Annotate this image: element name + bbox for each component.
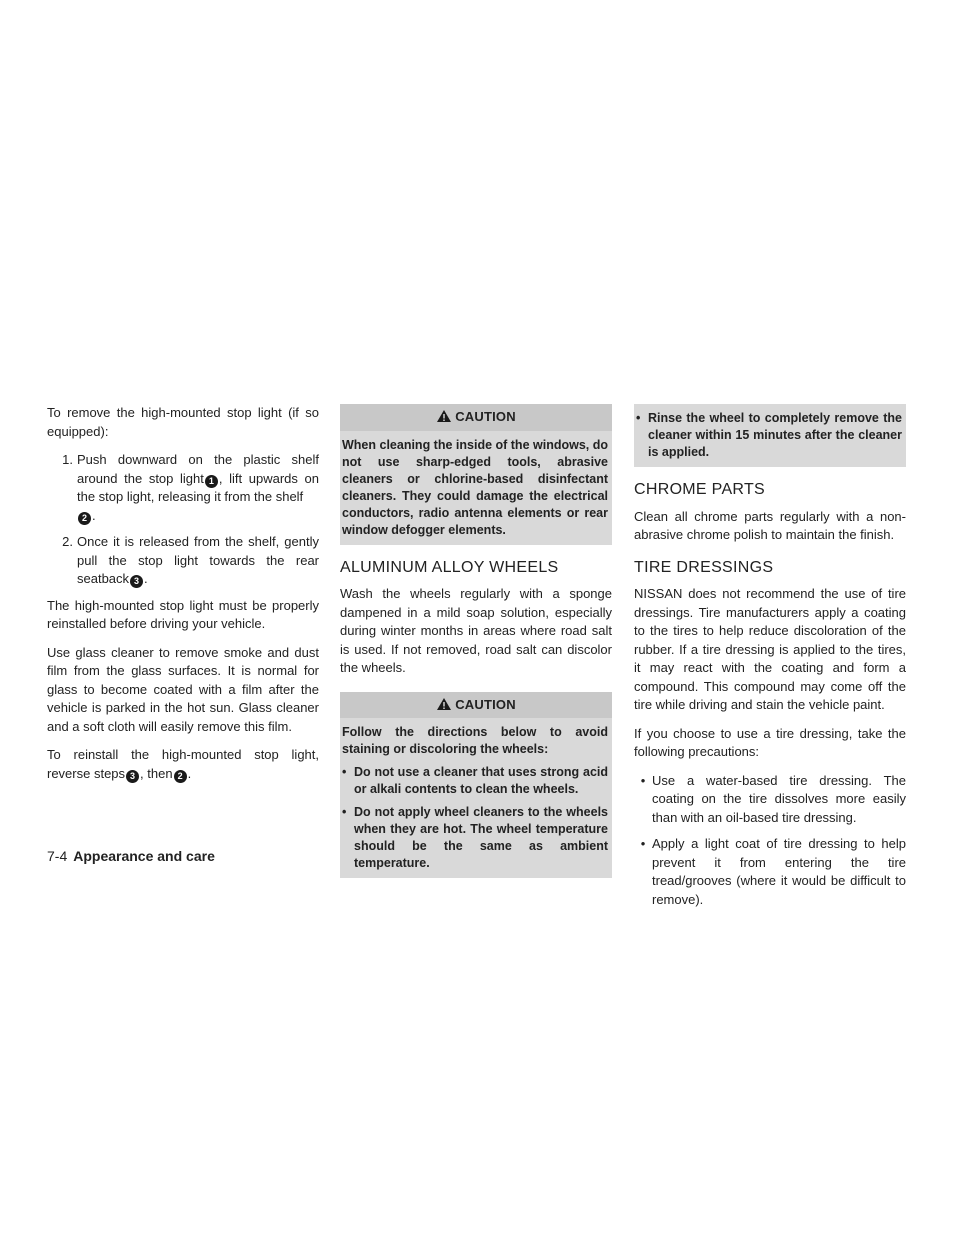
- reinstall-text-b: , then: [140, 765, 173, 781]
- middle-column: [340, 404, 612, 892]
- caution-bullet: [342, 804, 608, 872]
- step-text-a: Push downward on the plastic shelf around the stop light: [77, 452, 319, 486]
- step-2: [47, 533, 319, 589]
- warning-icon: [436, 697, 452, 711]
- glass-cleaner-text: Use glass cleaner to remove smoke and dust film from the glass surfaces. It is normal for glass to become coated with a film after the vehicle is parked in the hot sun. Glass cleaner and a soft cloth will easily remove this film.: [47, 644, 319, 734]
- caution-box-windows: [340, 404, 612, 545]
- list-item-text: Apply a light coat of tire dressing to help prevent it from entering the tire tread/grooves (where it would be difficult to remove).: [652, 836, 906, 907]
- caution-bullet-text: Rinse the wheel to completely remove the cleaner within 15 minutes after the cleaner is applied.: [648, 411, 902, 459]
- section-heading-tire-dressings: TIRE DRESSINGS: [634, 558, 774, 576]
- caution-text: When cleaning the inside of the windows, do not use sharp-edged tools, abrasive cleaners or chlorine-based disinfectant cleaners. They could damage the electrical conductors, radio antenna elements or rear window defogger elements.: [342, 437, 608, 537]
- bullet-icon: •: [640, 836, 646, 851]
- step-text-b: , lift upwards on the stop light, releasing it from the shelf: [77, 470, 320, 504]
- left-column: [47, 404, 319, 793]
- step-number: 2.: [62, 534, 73, 549]
- step-text-b: .: [144, 571, 148, 586]
- page-number: 7-4: [47, 848, 68, 864]
- reinstall-text-c: .: [187, 765, 192, 781]
- section-heading-chrome: CHROME PARTS: [634, 481, 766, 498]
- reinstall-steps-text: [47, 746, 319, 783]
- step-text-c: .: [92, 507, 96, 523]
- wheels-text: Wash the wheels regularly with a sponge dampened in a mild soap solution, especially during winter months in areas where road salt is used. If not removed, road salt can discolor the wheels.: [340, 586, 612, 675]
- section-heading-wheels: ALUMINUM ALLOY WHEELS: [340, 558, 559, 576]
- caution-box-wheels: [340, 692, 612, 879]
- section-title: Appearance and care: [73, 848, 215, 864]
- caution-title: CAUTION: [455, 409, 516, 424]
- warning-icon: [436, 409, 452, 423]
- caution-intro: Follow the directions below to avoid staining or discoloring the wheels:: [342, 725, 608, 756]
- caution-bullet: [342, 764, 608, 798]
- callout-3-icon: 3: [126, 770, 139, 783]
- list-item: [634, 772, 906, 828]
- caution-body: [340, 431, 612, 545]
- step-1: [47, 451, 319, 525]
- step-text: [77, 533, 319, 589]
- step-number: 1.: [62, 452, 73, 467]
- caution-bullet: [636, 410, 902, 461]
- callout-2-icon: 2: [78, 512, 91, 525]
- list-item: [634, 835, 906, 909]
- tire-dressing-text: NISSAN does not recommend the use of tire dressings. Tire manufacturers apply a coating to the tires to help reduce discoloration of the rubber. If a tire dressing is applied to the tires, it may react with the coating and form a compound. This compound may come off the tire while driving and stain the vehicle paint.: [634, 586, 906, 712]
- reinstall-text-a: To reinstall the high-mounted stop light, reverse steps: [47, 747, 319, 781]
- bullet-icon: •: [342, 805, 347, 819]
- reinstall-note: The high-mounted stop light must be properly reinstalled before driving your vehicle.: [47, 597, 319, 631]
- right-column: [634, 404, 906, 917]
- caution-body: [634, 404, 906, 467]
- page-footer: [47, 848, 215, 864]
- callout-2-icon: 2: [174, 770, 187, 783]
- caution-header: [340, 692, 612, 719]
- callout-3-icon: 3: [130, 575, 143, 588]
- bullet-icon: •: [636, 411, 641, 425]
- bullet-icon: •: [640, 772, 646, 788]
- bullet-icon: •: [342, 765, 347, 779]
- caution-header: [340, 404, 612, 431]
- intro-text: To remove the high-mounted stop light (if so equipped):: [47, 405, 319, 439]
- step-text: [77, 451, 319, 525]
- step-text-a: Once it is released from the shelf, gently pull the stop light towards the rear seatback: [77, 534, 319, 586]
- precautions-intro: If you choose to use a tire dressing, take the following precautions:: [634, 725, 906, 759]
- caution-title: CAUTION: [455, 696, 516, 712]
- caution-bullet-text: Do not use a cleaner that uses strong acid or alkali contents to clean the wheels.: [354, 765, 608, 796]
- caution-box-continued: [634, 404, 906, 467]
- caution-bullet-text: Do not apply wheel cleaners to the wheels when they are hot. The wheel temperature should be the same as ambient temperature.: [354, 805, 608, 870]
- callout-1-icon: 1: [205, 475, 218, 488]
- caution-body: [340, 718, 612, 878]
- list-item-text: Use a water-based tire dressing. The coating on the tire dissolves more easily than with an oil-based tire dressing.: [652, 772, 906, 825]
- chrome-text: Clean all chrome parts regularly with a non-abrasive chrome polish to maintain the finish.: [634, 508, 906, 542]
